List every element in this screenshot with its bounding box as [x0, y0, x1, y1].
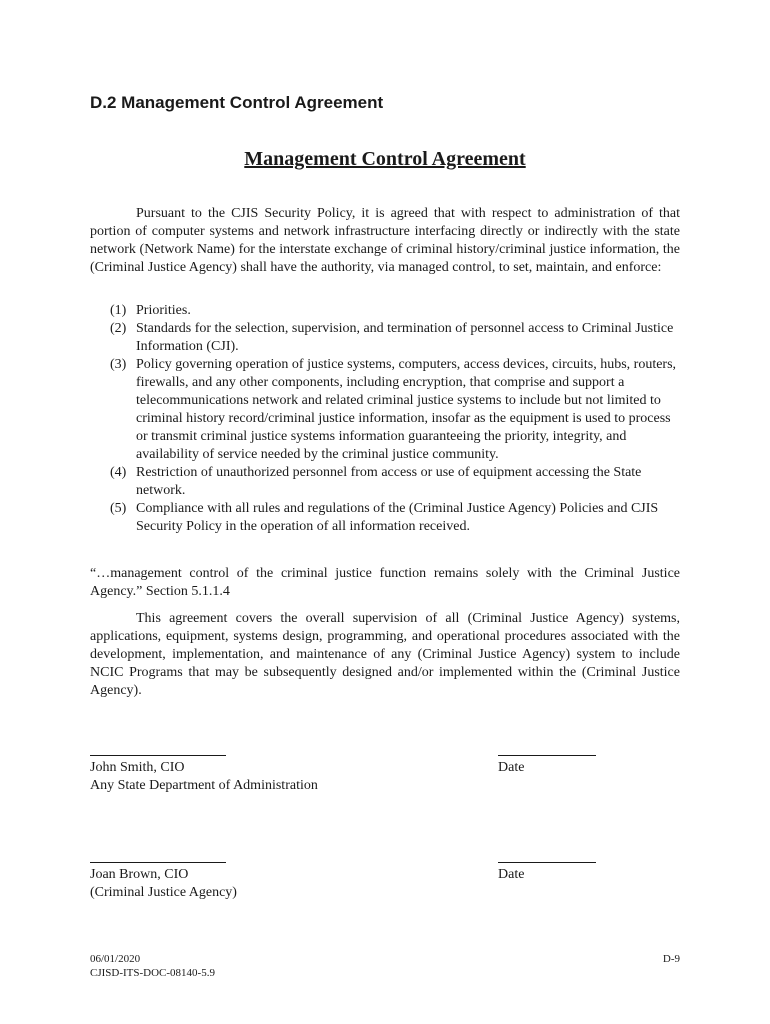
date-line [498, 755, 596, 756]
list-item [110, 356, 680, 464]
signer-name: Joan Brown, CIO [90, 867, 189, 882]
list-item-text: Compliance with all rules and regulations of the (Criminal Justice Agency) Policies and CJIS Security Policy in the operation of all information received. [136, 501, 659, 534]
list-item-text: Standards for the selection, supervision, and termination of personnel access to Criminal Justice Information (CJI). [136, 321, 674, 354]
document-title: Management Control Agreement [244, 148, 526, 170]
date-line [498, 862, 596, 863]
list-item [110, 464, 680, 500]
signature-line [90, 862, 226, 863]
footer-document-id: CJISD-ITS-DOC-08140-5.9 [90, 967, 215, 979]
signer-name: John Smith, CIO [90, 760, 185, 775]
footer-date: 06/01/2020 [90, 953, 141, 965]
signer-organization: Any State Department of Administration [90, 778, 318, 793]
list-item-number: (3) [110, 357, 127, 372]
list-item-number: (1) [110, 303, 127, 318]
list-item-text: Policy governing operation of justice systems, computers, access devices, circuits, hubs, routers, firewalls, and any other components, including encryption, that comprise and support a telecommunications network and related criminal justice systems to include but not limited to criminal history record/criminal justice information, insofar as the equipment is used to process or transmit criminal justice systems information guaranteeing the priority, integrity, and availability of service needed by the criminal justice community. [136, 357, 677, 462]
list-item-text: Priorities. [136, 303, 191, 318]
list-item [110, 320, 680, 356]
date-label: Date [498, 760, 525, 775]
page-number: D-9 [662, 953, 680, 965]
list-item-number: (5) [110, 501, 127, 516]
list-item-number: (2) [110, 321, 127, 336]
list-item [110, 302, 680, 320]
signer-organization: (Criminal Justice Agency) [90, 885, 237, 900]
coverage-paragraph: This agreement covers the overall supervision of all (Criminal Justice Agency) systems, applications, equipment, systems design, programming, and operational procedures associated with the development, implementation, and maintenance of any (Criminal Justice Agency) system to include NCIC Programs that may be subsequently designed and/or implemented within the (Criminal Justice Agency). [90, 611, 680, 698]
list-item-number: (4) [110, 465, 127, 480]
list-item [110, 500, 680, 536]
section-heading: D.2 Management Control Agreement [90, 93, 384, 112]
authority-list [110, 302, 680, 536]
date-label: Date [498, 867, 525, 882]
intro-paragraph: Pursuant to the CJIS Security Policy, it is agreed that with respect to administration of that portion of computer systems and network infrastructure interfacing directly or indirectly with the state network (Network Name) for the interstate exchange of criminal history/criminal justice information, the (Criminal Justice Agency) shall have the authority, via managed control, to set, maintain, and enforce: [90, 206, 680, 275]
signature-line [90, 755, 226, 756]
policy-quote: “…management control of the criminal justice function remains solely with the Criminal Justice Agency.” Section 5.1.1.4 [90, 566, 680, 599]
list-item-text: Restriction of unauthorized personnel from access or use of equipment accessing the State network. [136, 465, 642, 498]
